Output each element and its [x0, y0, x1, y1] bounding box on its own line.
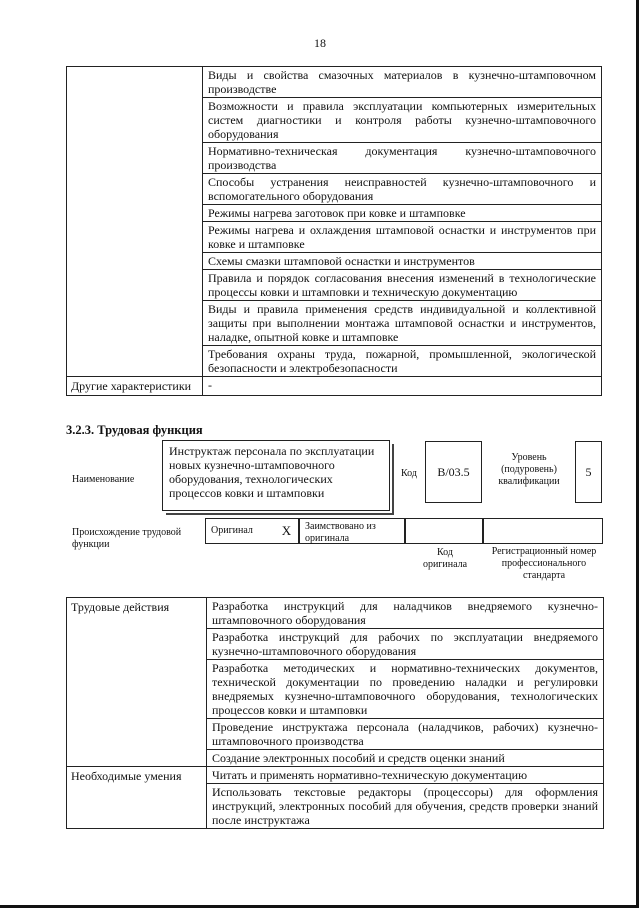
knowledge-item: Требования охраны труда, пожарной, промышленной, экологической безопасности и электробезопасности	[203, 346, 602, 377]
actions-label: Трудовые действия	[67, 598, 207, 767]
origin-row	[205, 518, 603, 544]
knowledge-item: Правила и порядок согласования внесения изменений в технологические процессы ковки и штамповки и техническую документацию	[203, 270, 602, 301]
knowledge-table	[66, 66, 602, 396]
actions-skills-table	[66, 597, 604, 829]
knowledge-item: Виды и свойства смазочных материалов в кузнечно-штамповочном производстве	[203, 67, 602, 98]
knowledge-item: Возможности и правила эксплуатации компьютерных измерительных систем диагностики и контроля работы кузнечно-штамповочного оборудования	[203, 98, 602, 143]
knowledge-item: Режимы нагрева заготовок при ковке и штамповке	[203, 205, 602, 222]
skill-item: Читать и применять нормативно-техническую документацию	[207, 767, 604, 784]
action-item: Проведение инструктажа персонала (наладчиков, рабочих) кузнечно-штамповочного производства	[207, 719, 604, 750]
original-mark: X	[275, 518, 299, 544]
code-value-box: B/03.5	[425, 441, 482, 503]
page-number: 18	[314, 36, 326, 50]
knowledge-item: Виды и правила применения средств индивидуальной и коллективной защиты при выполнении монтажа штамповой оснастки и инструментов, наладке, опытной ковке и штамповке	[203, 301, 602, 346]
original-label: Оригинал	[205, 518, 275, 544]
action-item: Разработка инструкций для наладчиков внедряемого кузнечно-штамповочного оборудования	[207, 598, 604, 629]
name-label: Наименование	[72, 474, 135, 485]
code-original-label: Код оригинала	[422, 547, 468, 570]
table-row	[67, 598, 604, 629]
reg-number-cell	[483, 518, 603, 544]
knowledge-item: Схемы смазки штамповой оснастки и инструментов	[203, 253, 602, 270]
function-name-box: Инструктаж персонала по эксплуатации новых кузнечно-штамповочного оборудования, технологических процессов ковки и штамповки	[162, 440, 390, 511]
code-label: Код	[401, 468, 417, 479]
knowledge-item: Способы устранения неисправностей кузнечно-штамповочного и вспомогательного оборудования	[203, 174, 602, 205]
origin-label: Происхождение трудовой функции	[72, 527, 182, 550]
action-item: Создание электронных пособий и средств оценки знаний	[207, 750, 604, 767]
reg-number-label: Регистрационный номер профессионального стандарта	[491, 546, 597, 581]
table-row	[67, 767, 604, 784]
knowledge-item: Режимы нагрева и охлаждения штамповой оснастки и инструментов при ковке и штамповке	[203, 222, 602, 253]
action-item: Разработка методических и нормативно-технических документов, технической документации по проведению наладки и регулировки внедряемых кузнечно-штамповочного оборудования, технологических процессов ковки и штамповки	[207, 660, 604, 719]
section-heading: 3.2.3. Трудовая функция	[66, 423, 203, 437]
skills-label: Необходимые умения	[67, 767, 207, 829]
knowledge-item: Нормативно-техническая документация кузнечно-штамповочного производства	[203, 143, 602, 174]
skill-item: Использовать текстовые редакторы (процессоры) для оформления инструкций, электронных пособий для обучения, средств проверки знаний после инструктажа	[207, 784, 604, 829]
action-item: Разработка инструкций для рабочих по эксплуатации внедряемого кузнечно-штамповочного оборудования	[207, 629, 604, 660]
code-original-cell	[405, 518, 483, 544]
table-row	[67, 67, 602, 98]
level-value-box: 5	[575, 441, 602, 503]
level-label: Уровень (подуровень) квалификации	[498, 452, 560, 487]
other-characteristics-value: -	[203, 377, 602, 396]
borrowed-label: Заимствовано из оригинала	[299, 518, 405, 544]
knowledge-label-cell	[67, 67, 203, 377]
other-characteristics-label: Другие характеристики	[67, 377, 203, 396]
table-row	[67, 377, 602, 396]
